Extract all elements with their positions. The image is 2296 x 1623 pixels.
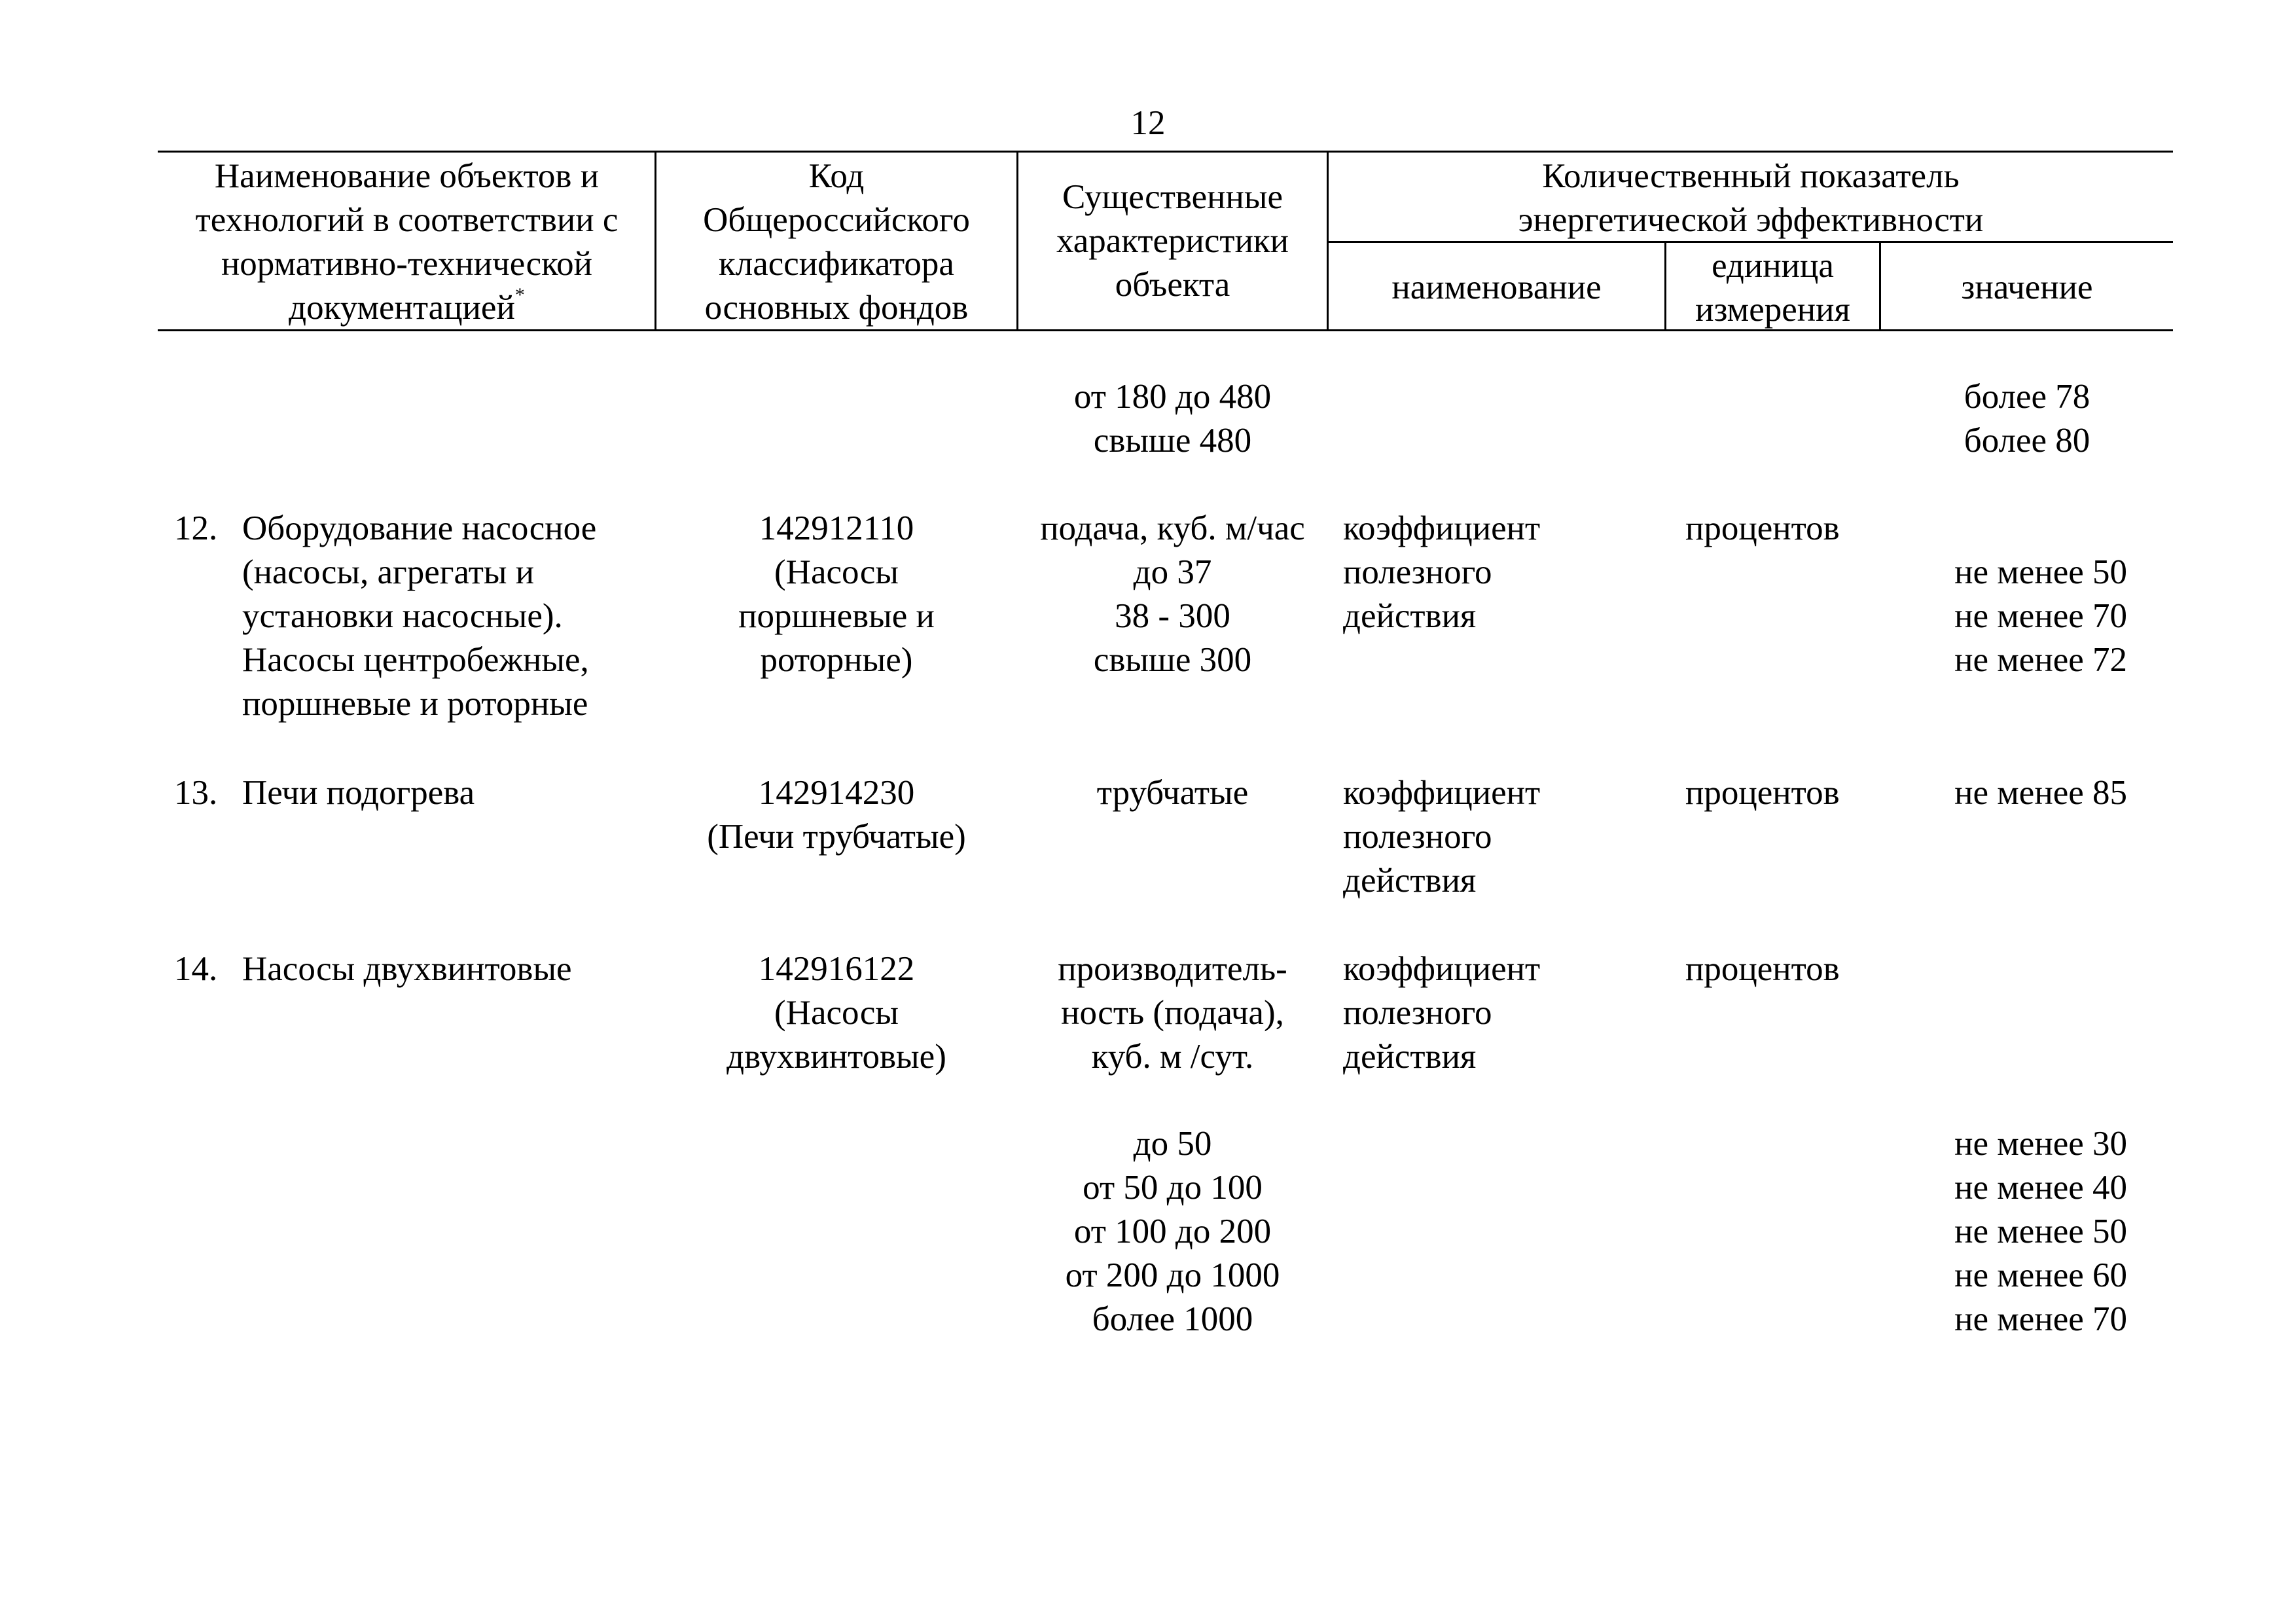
characteristic-line: куб. м /сут. — [1091, 1038, 1254, 1076]
header-col-indicator-group — [1329, 155, 2173, 242]
header-col1-line: Наименование объектов и — [214, 157, 600, 195]
characteristic-line: от 50 до 100 — [1083, 1169, 1263, 1207]
code-line: 142914230 — [758, 774, 915, 812]
row-characteristics — [1018, 771, 1327, 815]
row-indicator-name — [1343, 507, 1540, 638]
indicator-line: коэффициент — [1343, 509, 1541, 547]
row-object-name — [242, 771, 475, 815]
header-col3-line: Существенные — [1062, 178, 1283, 216]
row-code — [656, 947, 1016, 1079]
indicator-line: коэффициент — [1343, 950, 1541, 988]
row-values — [1881, 551, 2127, 682]
header-unit-line: измерения — [1695, 291, 1850, 329]
characteristic-line: ность (подача), — [1061, 994, 1284, 1032]
row-characteristics — [1018, 507, 1327, 682]
name-line: Печи подогрева — [242, 774, 475, 812]
characteristic-line: трубчатые — [1096, 774, 1249, 812]
characteristic-line: от 100 до 200 — [1073, 1213, 1272, 1250]
header-col1-line: технологий в соответствии с — [195, 201, 619, 239]
characteristic-line: от 180 до 480 — [1073, 378, 1272, 416]
header-col1-line: документацией* — [289, 284, 525, 327]
value-line: более 80 — [1964, 422, 2090, 460]
characteristic-line: 38 - 300 — [1115, 597, 1230, 635]
continuation-values — [1881, 375, 2173, 463]
characteristic-line: от 200 до 1000 — [1065, 1256, 1280, 1294]
row-indicator-name — [1343, 947, 1540, 1079]
header-col-value: значение — [1961, 268, 2093, 306]
row-object-name — [242, 507, 596, 726]
row-unit: процентов — [1685, 774, 1840, 812]
row-characteristics — [1018, 947, 1327, 1079]
header-col-unit — [1666, 244, 1879, 332]
value-line: не менее 70 — [1954, 597, 2127, 635]
value-line: не менее 50 — [1954, 553, 2127, 591]
row-number: 12. — [174, 509, 218, 547]
indicator-line: полезного — [1343, 994, 1492, 1032]
row-unit: процентов — [1685, 509, 1840, 547]
header-col2-line: Общероссийского — [703, 201, 970, 239]
name-line: (насосы, агрегаты и — [242, 553, 535, 591]
header-col3-line: характеристики — [1056, 222, 1289, 260]
code-line: двухвинтовые) — [726, 1038, 946, 1076]
name-line: установки насосные). — [242, 597, 563, 635]
value-line: более 78 — [1964, 378, 2090, 416]
header-col4-line: энергетической эффективности — [1518, 201, 1984, 239]
header-col-code — [656, 155, 1016, 330]
characteristic-line: более 1000 — [1092, 1300, 1253, 1338]
row-code — [656, 507, 1016, 682]
value-line: не менее 30 — [1954, 1125, 2127, 1163]
value-line: не менее 85 — [1954, 774, 2127, 812]
name-line: Насосы двухвинтовые — [242, 950, 572, 988]
row-unit: процентов — [1685, 950, 1840, 988]
continuation-characteristics — [1018, 375, 1327, 463]
row-code — [656, 771, 1016, 859]
page-number: 12 — [1130, 104, 1166, 142]
indicator-line: коэффициент — [1343, 774, 1541, 812]
characteristic-line: свыше 300 — [1093, 641, 1252, 679]
code-line: 142916122 — [758, 950, 915, 988]
indicator-line: действия — [1343, 597, 1477, 635]
value-line: не менее 70 — [1954, 1300, 2127, 1338]
table-top-border — [158, 151, 2173, 153]
header-col4-line: Количественный показатель — [1542, 157, 1960, 195]
name-line: поршневые и роторные — [242, 685, 588, 723]
header-col-object-name — [159, 155, 655, 330]
header-col3-line: объекта — [1115, 266, 1230, 304]
code-line: (Насосы — [774, 994, 899, 1032]
characteristic-line: производитель- — [1058, 950, 1287, 988]
code-line: (Насосы — [774, 553, 899, 591]
value-line: не менее 60 — [1954, 1256, 2127, 1294]
characteristic-line: до 50 — [1133, 1125, 1212, 1163]
row-number: 14. — [174, 950, 218, 988]
row-number: 13. — [174, 774, 218, 812]
indicator-line: действия — [1343, 862, 1477, 900]
characteristic-line: до 37 — [1133, 553, 1212, 591]
name-line: Оборудование насосное — [242, 509, 597, 547]
indicator-line: действия — [1343, 1038, 1477, 1076]
header-unit-line: единица — [1712, 247, 1834, 285]
code-line: поршневые и — [738, 597, 935, 635]
row-sub-values — [1881, 1122, 2127, 1341]
header-col2-line: Код — [808, 157, 865, 195]
code-line: (Печи трубчатые) — [707, 818, 966, 856]
header-col1-line: нормативно-технической — [221, 245, 593, 283]
header-col2-line: классификатора — [719, 245, 954, 283]
row-sub-characteristics — [1018, 1122, 1327, 1341]
indicator-line: полезного — [1343, 553, 1492, 591]
value-line: не менее 50 — [1954, 1213, 2127, 1250]
header-col-indicator-name: наименование — [1391, 268, 1602, 306]
indicator-line: полезного — [1343, 818, 1492, 856]
value-line: не менее 40 — [1954, 1169, 2127, 1207]
value-line: не менее 72 — [1954, 641, 2127, 679]
footnote-mark: * — [514, 284, 525, 306]
row-object-name — [242, 947, 572, 991]
characteristic-line: свыше 480 — [1093, 422, 1252, 460]
characteristic-line: подача, куб. м/час — [1040, 509, 1305, 547]
code-line: 142912110 — [759, 509, 914, 547]
header-col-characteristics — [1018, 175, 1327, 307]
code-line: роторные) — [760, 641, 913, 679]
row-indicator-name — [1343, 771, 1540, 903]
name-line: Насосы центробежные, — [242, 641, 589, 679]
header-col2-line: основных фондов — [704, 289, 969, 327]
row-values — [1881, 771, 2127, 815]
